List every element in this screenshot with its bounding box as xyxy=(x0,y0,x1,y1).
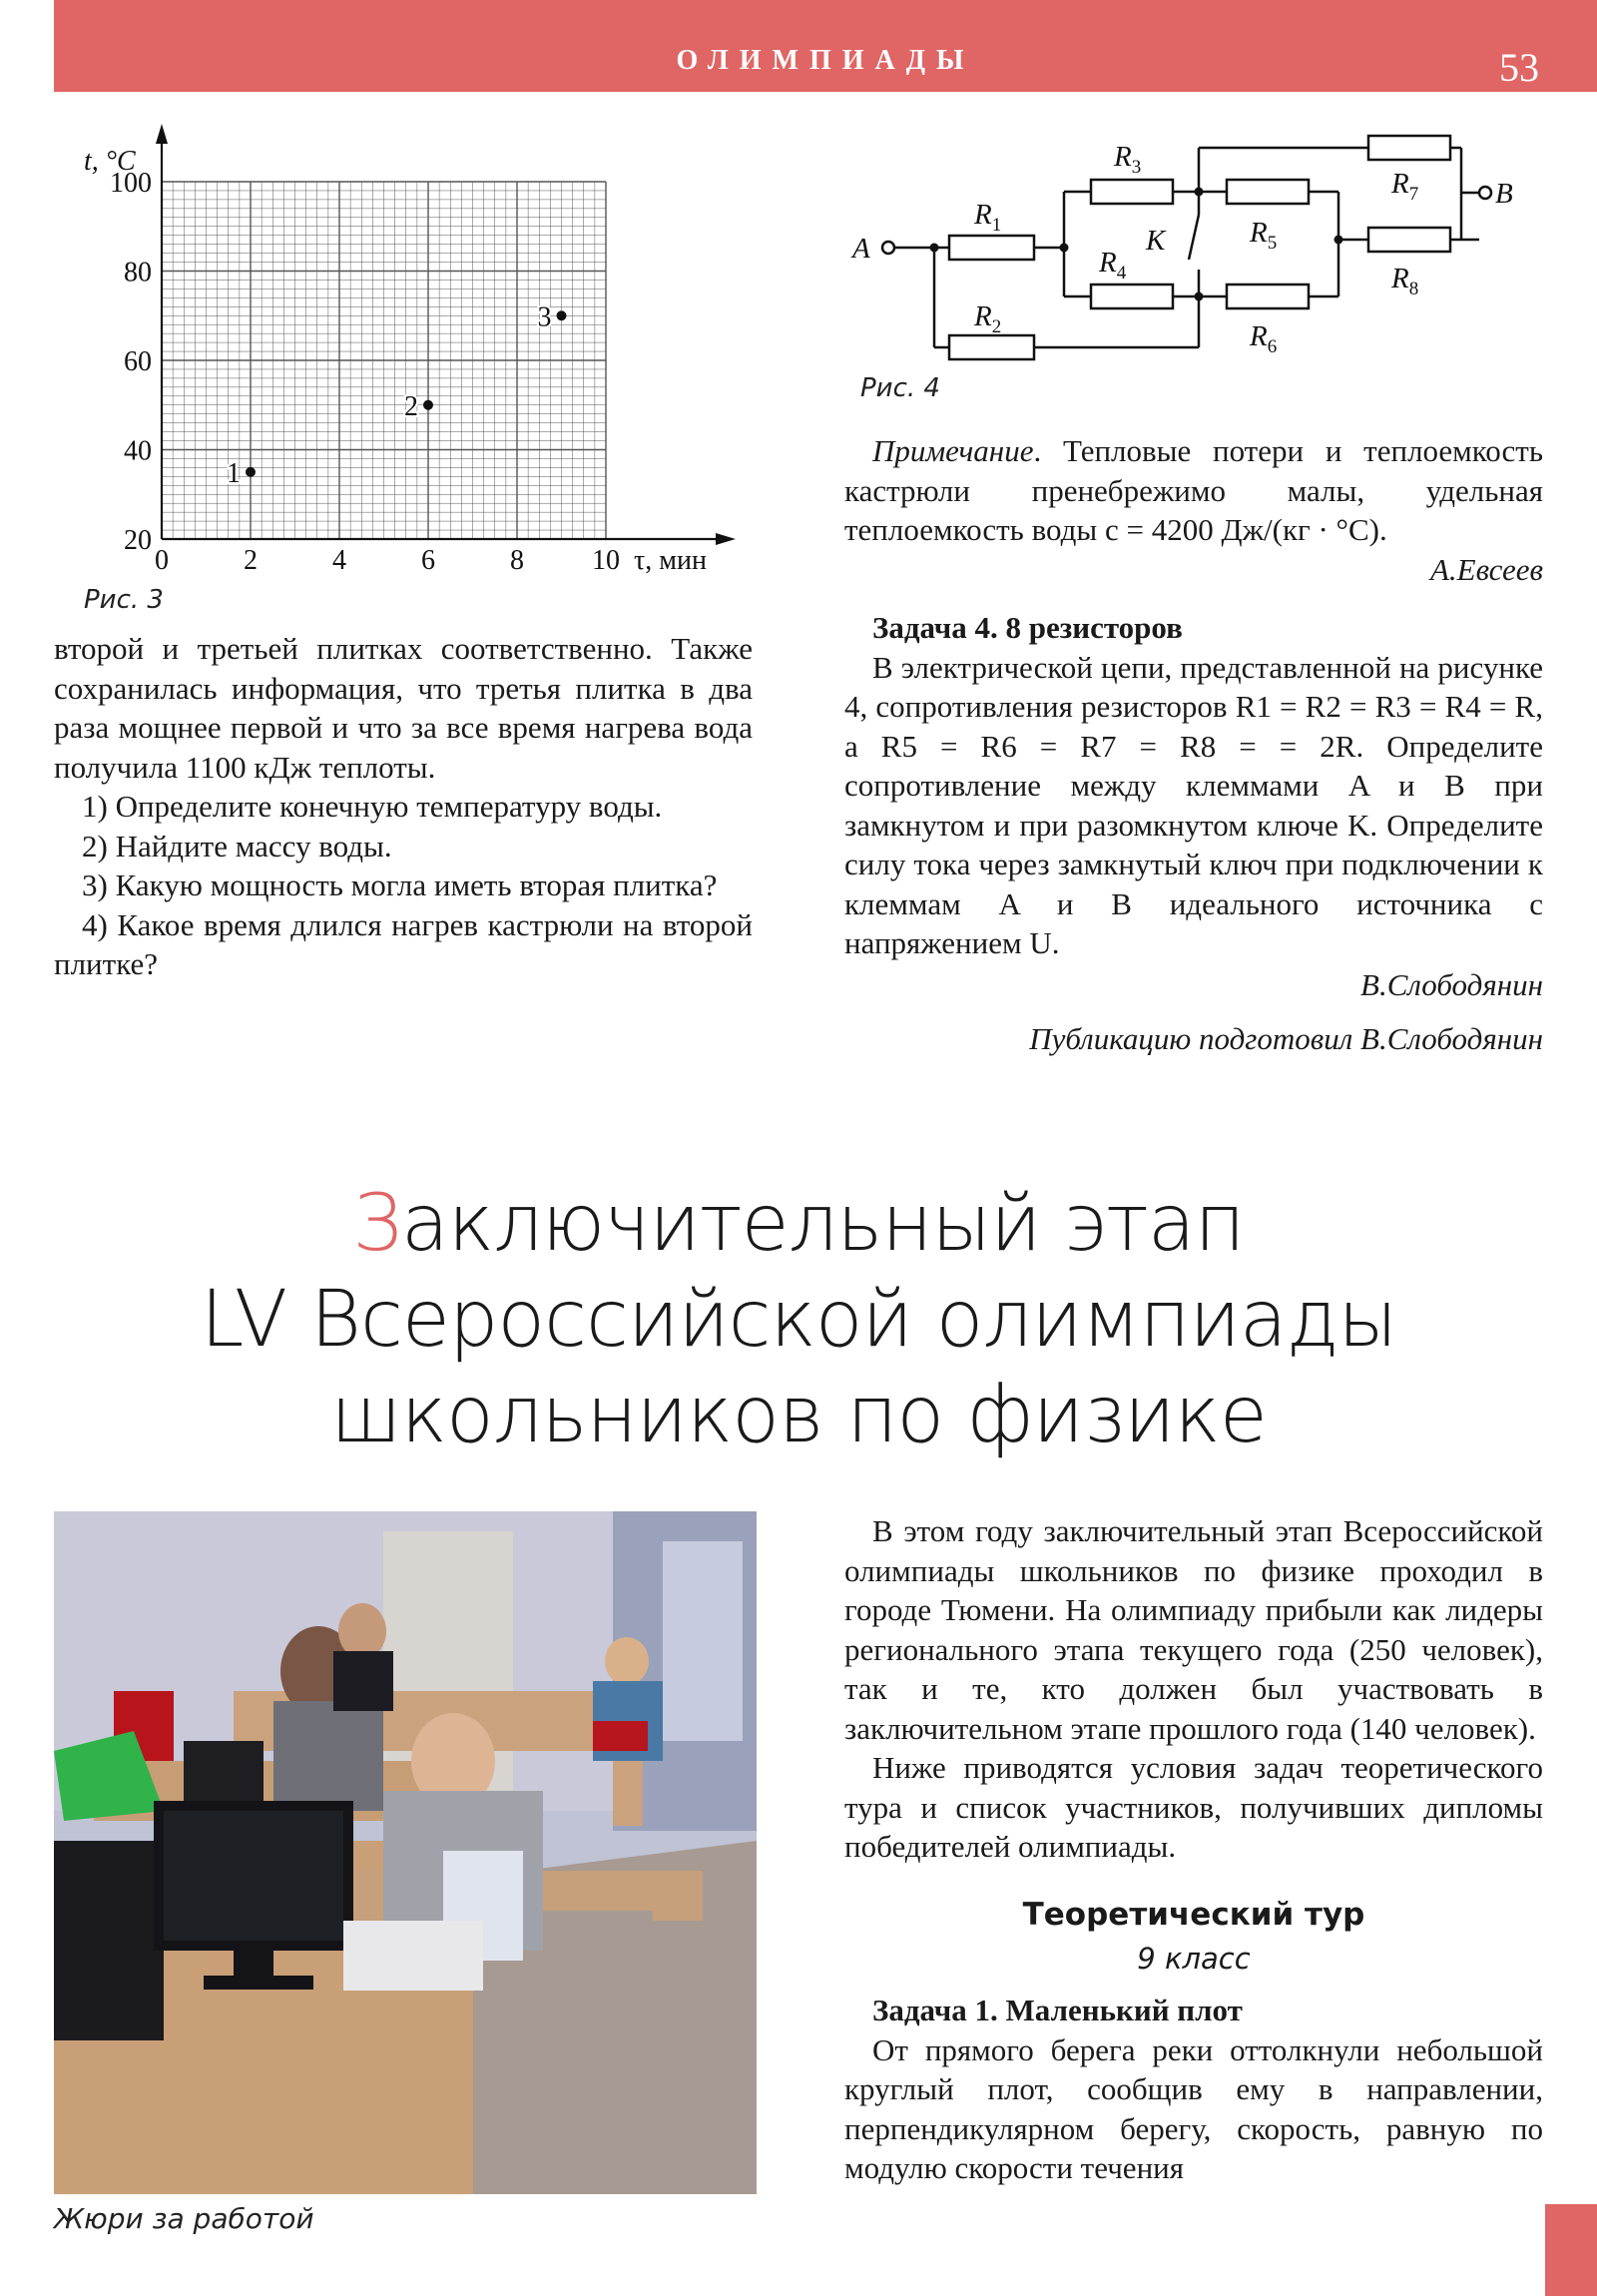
task4-title: Задача 4. 8 резисторов xyxy=(872,609,1183,645)
corner-marker xyxy=(1545,2204,1597,2296)
terminal-b-label: B xyxy=(1495,178,1513,210)
grade-label: 9 класс xyxy=(1137,1941,1251,1976)
note-paragraph xyxy=(844,431,1543,550)
article-title-line1 xyxy=(0,1176,1597,1272)
left-paragraph: второй и третьей плитках соответственно. Также сохранилась информация, что третья плитка в два раза мощнее первой и что за все время нагрева вода получила 1100 кДж теплоты. xyxy=(54,631,753,785)
y-tick-label: 20 xyxy=(124,525,152,556)
resistor-label-r8: $R_8$ xyxy=(1391,263,1419,299)
x-axis-arrow xyxy=(716,533,736,545)
resistor-label-r6: $R_6$ xyxy=(1250,320,1278,357)
resistor-label-r1: $R_1$ xyxy=(974,199,1002,236)
x-tick-label: 6 xyxy=(421,545,435,576)
intro-paragraph-2: Ниже приводятся условия задач теоретического тура и список участников, получивших дипломы победителей олимпиады. xyxy=(844,1750,1543,1864)
fig3-chart xyxy=(54,118,773,587)
note-text: . Тепловые потери и теплоемкость кастрюли пренебрежимо малы, удельная теплоемкость воды c = 4200 Дж/(кг · °C). xyxy=(844,433,1543,547)
title-first-letter: З xyxy=(352,1179,401,1269)
resistor-label-r4: $R_4$ xyxy=(1099,247,1127,284)
fig3-caption: Рис. 3 xyxy=(84,585,164,615)
question-2: 2) Найдите массу воды. xyxy=(82,828,392,863)
x-tick-label: 10 xyxy=(592,545,620,576)
fig4-circuit xyxy=(844,120,1553,379)
resistor-label-r5: $R_5$ xyxy=(1250,217,1278,254)
question-4: 4) Какое время длился нагрев кастрюли на второй плитке? xyxy=(54,906,753,981)
article-title-line2: LV Всероссийской олимпиады xyxy=(200,1275,1397,1365)
question-3: 3) Какую мощность могла иметь вторая плитка? xyxy=(82,867,718,902)
resistor-label-r3: $R_3$ xyxy=(1114,141,1142,178)
x-tick-label: 8 xyxy=(510,545,524,576)
r6-sub: 6 xyxy=(1267,336,1278,357)
section-heading: Теоретический тур xyxy=(1022,1896,1365,1933)
key-label: K xyxy=(1146,225,1166,257)
intro-paragraph-1: В этом году заключительный этап Всероссийской олимпиады школьников по физике проходил в городе Тюмени. На олимпиаду прибыли как лидеры регионального этапа текущего года (250 человек), так и те, кто должен был участвовать в заключительном этапе прошлого года (140 человек). xyxy=(844,1513,1543,1746)
y-tick-label: 80 xyxy=(124,257,152,288)
x-axis-label: τ, мин xyxy=(634,545,707,576)
y-axis-label: t, °C xyxy=(84,146,136,177)
question-1: 1) Определите конечную температуру воды. xyxy=(82,789,663,824)
photo-caption: Жюри за работой xyxy=(54,2202,314,2235)
data-point xyxy=(246,467,256,477)
task4-author: В.Слободянин xyxy=(1360,966,1543,1002)
page-number: 53 xyxy=(1499,45,1539,90)
article-title xyxy=(0,1176,1597,1463)
task4-text: В электрической цепи, представленной на рисунке 4, сопротивления резисторов R1 = R2 = R3 = R4 = R, а R5 = R6 = R7 = R8 = = 2R. Определите сопротивление между клеммами A и B при замкнутом и при разомкнутом ключе K. Определите силу тока через замкнутый ключ при подключении к клеммам A и B идеального источника с напряжением U. xyxy=(844,649,1543,960)
section-title: ОЛИМПИАДЫ xyxy=(676,45,975,76)
data-point-label: 1 xyxy=(227,457,241,489)
x-tick-label: 2 xyxy=(244,545,258,576)
y-tick-label: 40 xyxy=(124,435,152,467)
data-point xyxy=(423,400,433,410)
note-label: Примечание xyxy=(872,433,1034,468)
data-point-label: 2 xyxy=(404,390,418,422)
y-tick-label: 100 xyxy=(110,168,152,199)
task1-title: Задача 1. Маленький плот xyxy=(872,1992,1243,2027)
data-point xyxy=(557,310,567,320)
r2-sub: 2 xyxy=(991,316,1002,337)
r4-sub: 4 xyxy=(1116,263,1127,284)
article-title-line3: школьников по физике xyxy=(330,1371,1267,1460)
resistor-label-r7: $R_7$ xyxy=(1391,168,1419,205)
r8-sub: 8 xyxy=(1408,279,1419,299)
right-column-text xyxy=(844,431,1543,1059)
title-line1-rest: аключительный этап xyxy=(400,1179,1245,1269)
r5-sub: 5 xyxy=(1267,233,1278,254)
note-author: А.Евсеев xyxy=(1430,551,1543,587)
x-tick-label: 0 xyxy=(155,545,169,576)
y-axis-arrow xyxy=(156,124,168,144)
r1-sub: 1 xyxy=(991,215,1002,236)
data-point-label: 3 xyxy=(537,301,552,333)
r3-sub: 3 xyxy=(1131,157,1142,178)
article-column xyxy=(844,1511,1543,2188)
task1-text: От прямого берега реки оттолкнули небольшой круглый плот, сообщив ему в направлении, перпендикулярном берегу, скорость, равную по модулю скорости течения xyxy=(844,2031,1543,2185)
publication-credit: Публикацию подготовил В.Слободянин xyxy=(1029,1020,1543,1056)
terminal-a-label: A xyxy=(852,233,870,265)
x-tick-label: 4 xyxy=(332,545,346,576)
y-tick-label: 60 xyxy=(124,346,152,377)
r7-sub: 7 xyxy=(1408,184,1419,205)
page-header xyxy=(54,0,1597,92)
fig4-caption: Рис. 4 xyxy=(860,373,940,403)
jury-photo xyxy=(54,1511,757,2194)
left-column-text xyxy=(54,629,753,984)
resistor-label-r2: $R_2$ xyxy=(974,300,1002,337)
